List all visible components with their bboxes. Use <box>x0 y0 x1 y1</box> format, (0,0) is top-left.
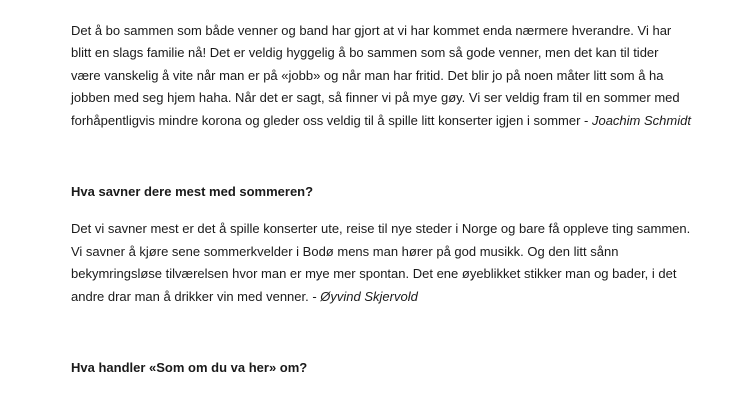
paragraph-miss-summer <box>71 218 691 308</box>
author-oyvind-skjervold: Øyvind Skjervold <box>320 288 418 304</box>
spacer <box>71 308 691 357</box>
paragraph-text: Det vi savner mest er det å spille konserter ute, reise til nye steder i Norge og bare få oppleve ting sammen. Vi savner å kjøre sene sommerkvelder i Bodø mens man hører på god musikk. Og den litt sånn bekymringsløse tilværelsen hvor man er mye mer spontan. Det ene øyeblikket stikker man og bader, i det andre drar man å drikker vin med venner. - <box>71 221 691 304</box>
spacer <box>71 132 691 181</box>
document-body <box>71 20 691 379</box>
paragraph-text: Det å bo sammen som både venner og band har gjort at vi har kommet enda nærmere hverandre. Vi har blitt en slags familie nå! Det er veldig hyggelig å bo sammen som så gode venner, men det kan til tider være vanskelig å vite når man er på «jobb» og når man har fritid. Det blir jo på noen måter litt som å ha jobben med seg hjem haha. Når det er sagt, så finner vi på mye gøy. Vi ser veldig fram til en sommer med forhåpentligvis mindre korona og gleder oss veldig til å spille litt konserter igjen i sommer - <box>71 23 680 128</box>
heading-miss-summer: Hva savner dere mest med sommeren? <box>71 184 314 200</box>
heading-song-about: Hva handler «Som om du va her» om? <box>71 360 308 376</box>
paragraph-friends-band <box>71 20 691 132</box>
spacer <box>71 203 691 218</box>
author-joachim-schmidt: Joachim Schmidt <box>591 112 691 128</box>
